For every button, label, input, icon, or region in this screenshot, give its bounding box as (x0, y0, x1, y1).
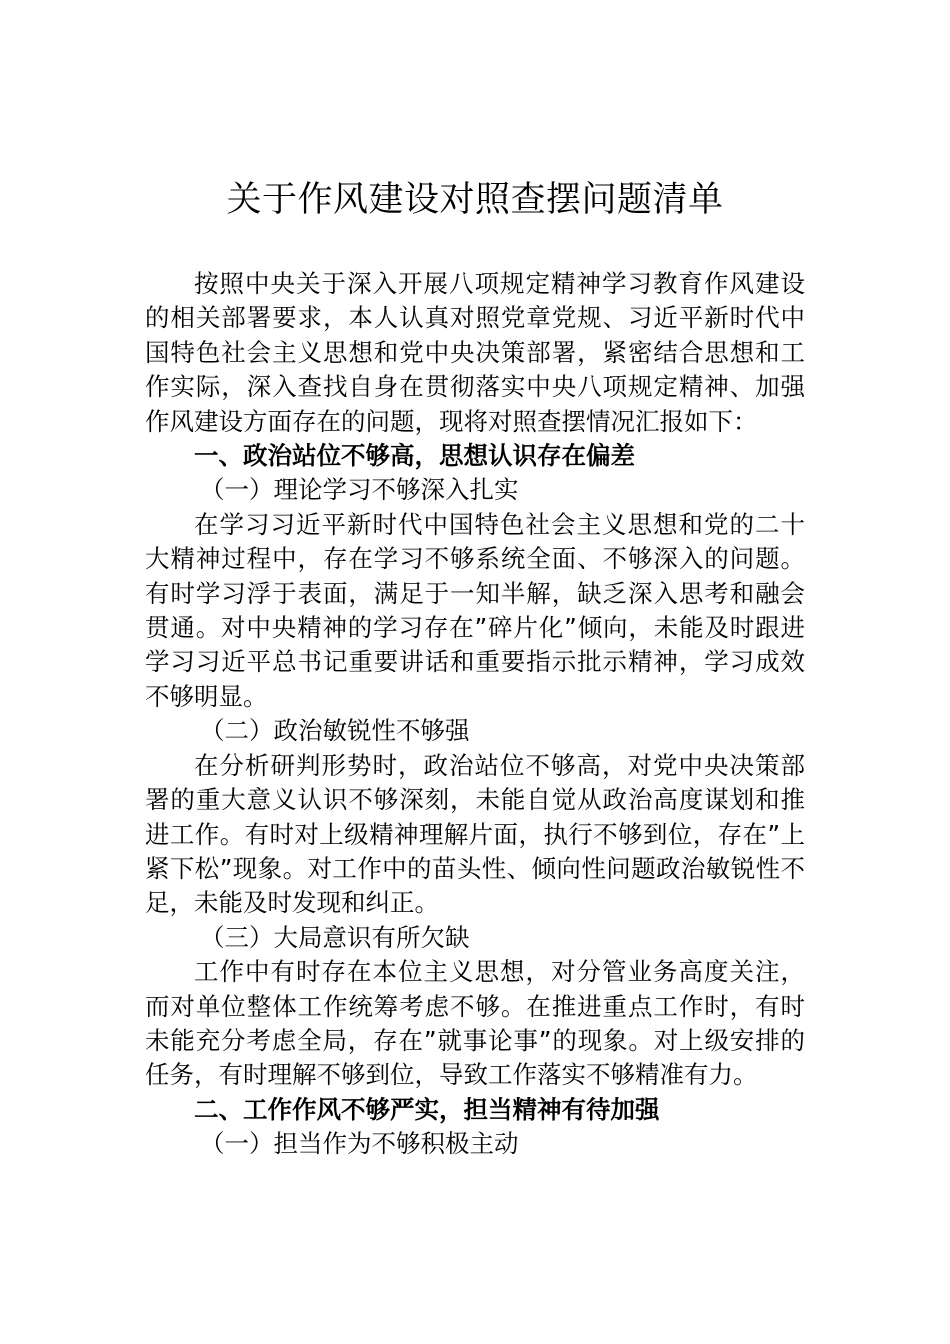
section-heading-1: 一、政治站位不够高，思想认识存在偏差 (194, 441, 635, 471)
subsection-heading-2-1: （一）担当作为不够积极主动 (200, 1129, 519, 1159)
subsection-paragraph-1-1: 在学习习近平新时代中国特色社会主义思想和党的二十大精神过程中，存在学习不够系统全面、不够深入的问题。有时学习浮于表面，满足于一知半解，缺乏深入思考和融会贯通。对中央精神的学习存在”碎片化”倾向，未能及时跟进学习习近平总书记重要讲话和重要指示批示精神，学习成效不够明显。 (145, 509, 805, 711)
subsection-heading-1-1: （一）理论学习不够深入扎实 (200, 475, 519, 505)
intro-paragraph: 按照中央关于深入开展八项规定精神学习教育作风建设的相关部署要求，本人认真对照党章党规、习近平新时代中国特色社会主义思想和党中央决策部署，紧密结合思想和工作实际，深入查找自身在贯彻落实中央八项规定精神、加强作风建设方面存在的问题，现将对照查摆情况汇报如下： (145, 269, 805, 436)
subsection-paragraph-1-2: 在分析研判形势时，政治站位不够高，对党中央决策部署的重大意义认识不够深刻，未能自觉从政治高度谋划和推进工作。有时对上级精神理解片面，执行不够到位，存在”上紧下松”现象。对工作中的苗头性、倾向性问题政治敏锐性不足，未能及时发现和纠正。 (145, 750, 805, 918)
section-heading-2: 二、工作作风不够严实，担当精神有待加强 (194, 1094, 660, 1124)
document-body (145, 267, 805, 1162)
subsection-heading-1-3: （三）大局意识有所欠缺 (200, 922, 470, 952)
document-title: 关于作风建设对照查摆问题清单 (226, 180, 724, 220)
subsection-heading-1-2: （二）政治敏锐性不够强 (200, 716, 470, 746)
subsection-paragraph-1-3: 工作中有时存在本位主义思想，对分管业务高度关注，而对单位整体工作统筹考虑不够。在推进重点工作时，有时未能充分考虑全局，存在”就事论事”的现象。对上级安排的任务，有时理解不够到位，导致工作落实不够精准有力。 (145, 957, 805, 1090)
